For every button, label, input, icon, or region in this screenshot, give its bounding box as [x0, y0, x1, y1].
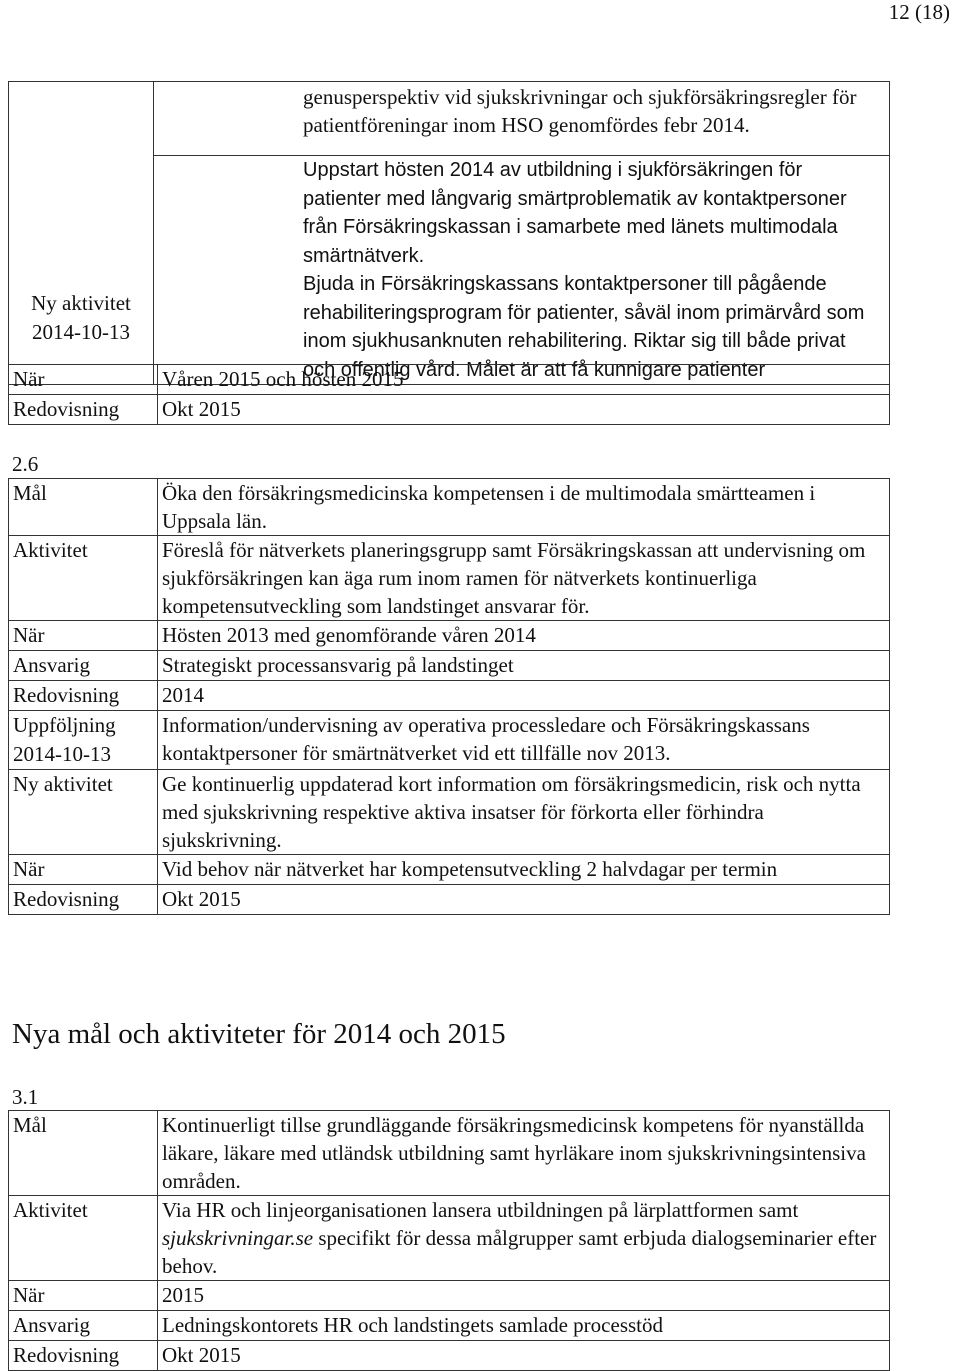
row-label: Redovisning — [9, 681, 158, 711]
table-row — [9, 681, 890, 711]
table-continued — [8, 81, 890, 385]
section-number-3-1: 3.1 — [12, 1085, 39, 1109]
table-row — [9, 1111, 890, 1196]
section-heading: Nya mål och aktiviteter för 2014 och 2015 — [12, 1018, 506, 1050]
table-continued-tail — [8, 364, 890, 425]
table-cell-value: Vid behov när nätverket har kompetensutveckling 2 halvdagar per termin — [158, 855, 890, 885]
row-label: När — [9, 1281, 158, 1311]
table-cell-value — [154, 82, 890, 156]
table-row — [9, 711, 890, 770]
row-label-ny-aktivitet — [9, 82, 154, 385]
row-label: Ny aktivitet — [9, 770, 158, 855]
table-row — [9, 1341, 890, 1371]
row-label: När — [9, 855, 158, 885]
row-label: Ansvarig — [9, 1311, 158, 1341]
table-cell-value: Öka den försäkringsmedicinska kompetensen i de multimodala smärtteamen i Uppsala län. — [158, 479, 890, 536]
row-label: Aktivitet — [9, 536, 158, 621]
table-row — [9, 1311, 890, 1341]
row-label: Ansvarig — [9, 651, 158, 681]
table-cell-value: Kontinuerligt tillse grundläggande försäkringsmedicinsk kompetens för nyanställda läkare, läkare med utländsk utbildning samt hyrläkare inom sjukskrivningsintensiva områden. — [158, 1111, 890, 1196]
label-line: Ny aktivitet — [31, 291, 131, 315]
table-cell-value: 2015 — [158, 1281, 890, 1311]
row-label: Aktivitet — [9, 1196, 158, 1281]
table-cell-value: Ledningskontorets HR och landstingets samlade processtöd — [158, 1311, 890, 1341]
table-row — [9, 770, 890, 855]
label-line: 2014-10-13 — [13, 742, 111, 766]
row-label: Mål — [9, 479, 158, 536]
table-cell-value — [158, 1196, 890, 1281]
table-cell-value: Föreslå för nätverkets planeringsgrupp samt Försäkringskassan att undervisning om sjukförsäkringen kan äga rum inom ramen för nätverkets kontinuerliga kompetensutveckling som landstinget ansvarar för. — [158, 536, 890, 621]
cell-text: genusperspektiv vid sjukskrivningar och sjukförsäkringsregler för patientföreningar inom HSO genomfördes febr 2014. — [303, 85, 857, 137]
table-cell-value: Strategiskt processansvarig på landstinget — [158, 651, 890, 681]
table-section-3-1 — [8, 1110, 890, 1371]
table-cell-value: Okt 2015 — [158, 395, 890, 425]
label-line: 2014-10-13 — [32, 320, 130, 344]
table-row — [9, 651, 890, 681]
table-cell-value: Okt 2015 — [158, 885, 890, 915]
row-label: Mål — [9, 1111, 158, 1196]
table-row — [9, 621, 890, 651]
table-row — [9, 855, 890, 885]
table-cell-value: Hösten 2013 med genomförande våren 2014 — [158, 621, 890, 651]
table-row — [9, 82, 890, 156]
row-label: Redovisning — [9, 885, 158, 915]
table-cell-value: Okt 2015 — [158, 1341, 890, 1371]
table-row — [9, 1196, 890, 1281]
cell-text: Bjuda in Försäkringskassans kontaktpersoner till pågående rehabiliteringsprogram för patienter, såväl inom primärvård som inom sjukhusanknuten rehabilitering. Riktar sig till både privat och offentlig vård. Målet är att få kunnigare patienter — [303, 273, 865, 381]
row-label — [9, 711, 158, 770]
table-row — [9, 885, 890, 915]
table-row — [9, 1281, 890, 1311]
table-row — [9, 479, 890, 536]
cell-text: Via HR och linjeorganisationen lansera utbildningen på lärplattformen samt — [162, 1198, 799, 1222]
row-label: Redovisning — [9, 1341, 158, 1371]
table-cell-value: 2014 — [158, 681, 890, 711]
row-label: Redovisning — [9, 395, 158, 425]
table-row — [9, 395, 890, 425]
table-row — [9, 536, 890, 621]
section-number-2-6: 2.6 — [12, 452, 39, 476]
page-number: 12 (18) — [888, 0, 950, 24]
table-cell-value — [154, 156, 890, 385]
row-label: När — [9, 621, 158, 651]
row-label: När — [9, 365, 158, 395]
table-cell-value: Ge kontinuerlig uppdaterad kort information om försäkringsmedicin, risk och nytta med sjukskrivning respektive aktiva insatser för förkorta eller förhindra sjukskrivning. — [158, 770, 890, 855]
table-section-2-6 — [8, 478, 890, 915]
website-name: sjukskrivningar.se — [162, 1226, 314, 1250]
cell-text: specifikt för dessa målgrupper samt erbjuda dialogseminarier efter behov. — [162, 1226, 877, 1278]
label-line: Uppföljning — [13, 713, 116, 737]
table-row — [9, 365, 890, 395]
cell-text: Uppstart hösten 2014 av utbildning i sjukförsäkringen för patienter med långvarig smärtproblematik av kontaktpersoner från Försäkringskassan i samarbete med länets multimodala smärtnätverk. — [303, 159, 847, 267]
table-cell-value: Våren 2015 och hösten 2015 — [158, 365, 890, 395]
table-cell-value: Information/undervisning av operativa processledare och Försäkringskassans kontaktpersoner för smärtnätverket vid ett tillfälle nov 2013. — [158, 711, 890, 770]
